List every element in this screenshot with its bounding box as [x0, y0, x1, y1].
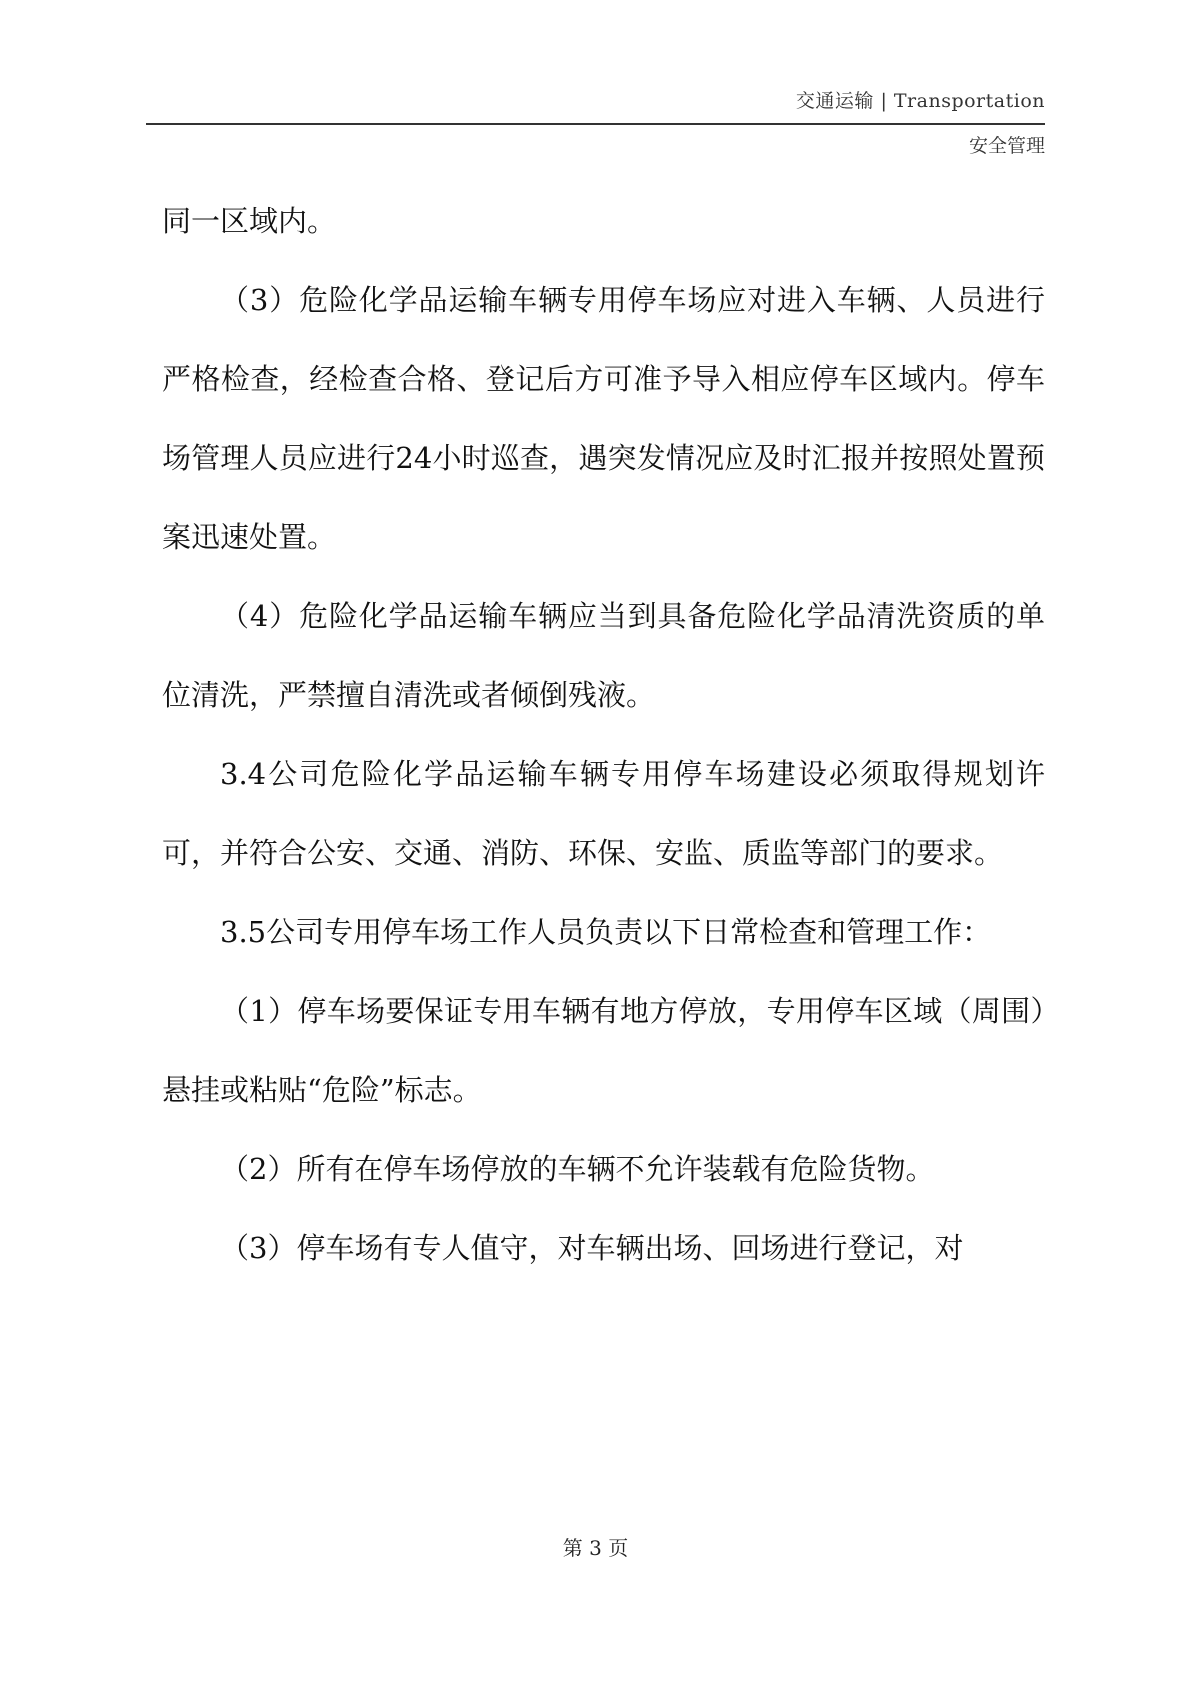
- paragraph-section-3-4: 3.4公司危险化学品运输车辆专用停车场建设必须取得规划许可，并符合公安、交通、消防、环保、安监、质监等部门的要求。: [162, 757, 1045, 870]
- paragraph-continuation: 同一区域内。: [162, 204, 337, 238]
- paragraph-section-3-5: 3.5公司专用停车场工作人员负责以下日常检查和管理工作：: [220, 915, 992, 949]
- paragraph-item-3-guard: （3）停车场有专人值守，对车辆出场、回场进行登记，对: [220, 1231, 964, 1265]
- document-body: [162, 182, 1045, 1288]
- paragraph-item-2-no-cargo: （2）所有在停车场停放的车辆不允许装载有危险货物。: [220, 1152, 935, 1186]
- page-number: 第 3 页: [562, 1536, 629, 1560]
- header-divider: [146, 123, 1045, 125]
- paragraph-item-3-inspection: （3）危险化学品运输车辆专用停车场应对进入车辆、人员进行严格检查，经检查合格、登记后方可准予导入相应停车区域内。停车场管理人员应进行24小时巡查，遇突发情况应及时汇报并按照处置预案迅速处置。: [162, 283, 1045, 554]
- header-category: 交通运输 | Transportation: [795, 90, 1045, 112]
- paragraph-item-1-parking: （1）停车场要保证专用车辆有地方停放，专用停车区域（周围）悬挂或粘贴“危险”标志。: [162, 994, 1045, 1107]
- paragraph-item-4-cleaning: （4）危险化学品运输车辆应当到具备危险化学品清洗资质的单位清洗，严禁擅自清洗或者倾倒残液。: [162, 599, 1045, 712]
- header-subcategory: 安全管理: [968, 135, 1045, 157]
